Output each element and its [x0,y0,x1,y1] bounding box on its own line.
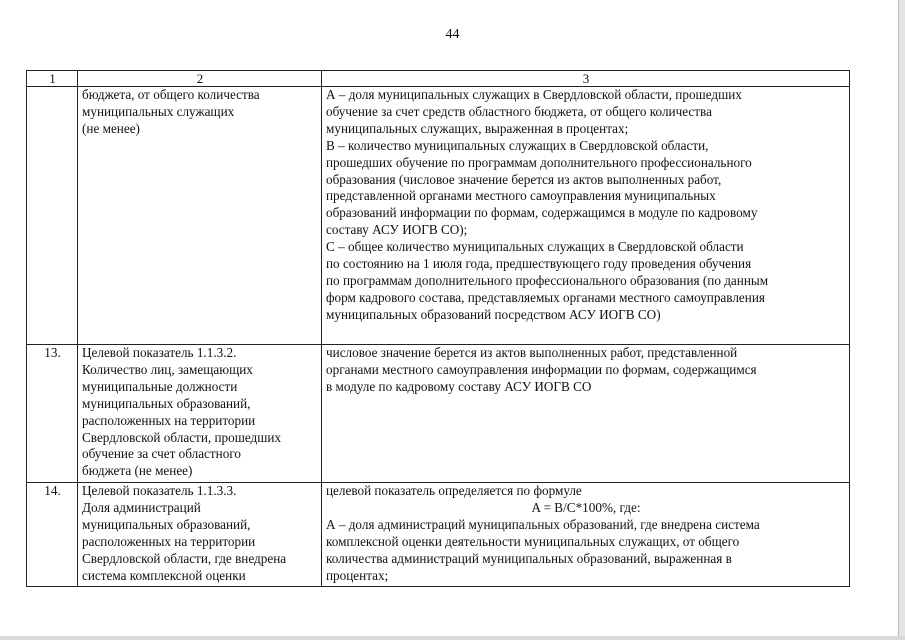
text-line: муниципальных образований, [82,395,251,411]
text-line: процентах; [326,567,389,583]
text-line: по программам дополнительного профессионального образования (по данным [326,272,769,288]
text-line: обучение за счет средств областного бюджета, от общего количества [326,103,712,119]
row-number: 14. [27,483,78,587]
description-cell [322,345,850,483]
text-line: А – доля муниципальных служащих в Свердловской области, прошедших [326,87,742,102]
indicator-name-cell [78,345,322,483]
text-line: Свердловской области, прошедших [82,429,282,445]
text-line: бюджета (не менее) [82,463,193,479]
page-edge-right [898,0,905,640]
row-number: 13. [27,345,78,483]
table-row [27,345,850,483]
table-row [27,483,850,587]
text-line: расположенных на территории [82,533,256,549]
text-line: Целевой показатель 1.1.3.2. [82,345,237,360]
formula: A = B/C*100%, где: [531,499,641,515]
text-line: муниципальных служащих, выраженная в процентах; [326,120,629,136]
table-row [27,87,850,345]
description-cell [322,483,850,587]
header-cell-3: 3 [322,71,850,87]
text-line: муниципальных образований, [82,516,251,532]
text-line: образований информации по формам, содержащимся в модуле по кадровому [326,205,758,221]
text-line: Количество лиц, замещающих [82,361,253,377]
text-line: (не менее) [82,120,140,136]
text-line: Целевой показатель 1.1.3.3. [82,483,237,498]
text-line: органами местного самоуправления информации по формам, содержащимся [326,361,757,377]
indicator-table [26,70,850,587]
text-line: В – количество муниципальных служащих в Свердловской области, [326,137,709,153]
table-header-row [27,71,850,87]
text-line: Свердловской области, где внедрена [82,550,287,566]
text-line: форм кадрового состава, представляемых органами местного самоуправления [326,289,765,305]
header-cell-2: 2 [78,71,322,87]
text-line: составу АСУ ИОГВ СО); [326,222,468,238]
text-line: целевой показатель определяется по формуле [326,483,582,498]
text-line: прошедших обучение по программам дополнительного профессионального [326,154,752,170]
text-line: комплексной оценки деятельности муниципальных служащих, от общего [326,533,740,549]
header-cell-1: 1 [27,71,78,87]
text-line: муниципальных служащих [82,103,235,119]
text-line: С – общее количество муниципальных служащих в Свердловской области [326,239,744,255]
text-line: обучение за счет областного [82,446,241,462]
text-line: расположенных на территории [82,412,256,428]
text-line: образования (числовое значение берется из актов выполненных работ, [326,171,722,187]
text-line: числовое значение берется из актов выполненных работ, представленной [326,345,738,360]
text-line: муниципальных образований посредством АСУ ИОГВ СО) [326,306,661,322]
page-number: 44 [445,27,460,42]
text-line: Доля администраций [82,499,201,515]
text-line: в модуле по кадровому составу АСУ ИОГВ СО [326,378,592,394]
row-number [27,87,78,345]
text-line: представленной органами местного самоуправления муниципальных [326,188,716,204]
text-line: по состоянию на 1 июля года, предшествующего году проведения обучения [326,256,752,272]
description-cell [322,87,850,345]
indicator-name-cell [78,483,322,587]
text-line: бюджета, от общего количества [82,87,260,102]
indicator-name-cell [78,87,322,345]
text-line: муниципальные должности [82,378,238,394]
text-line: количества администраций муниципальных образований, выраженная в [326,550,732,566]
text-line: система комплексной оценки [82,567,246,583]
text-line: А – доля администраций муниципальных образований, где внедрена система [326,516,760,532]
page-edge-bottom [0,636,905,640]
